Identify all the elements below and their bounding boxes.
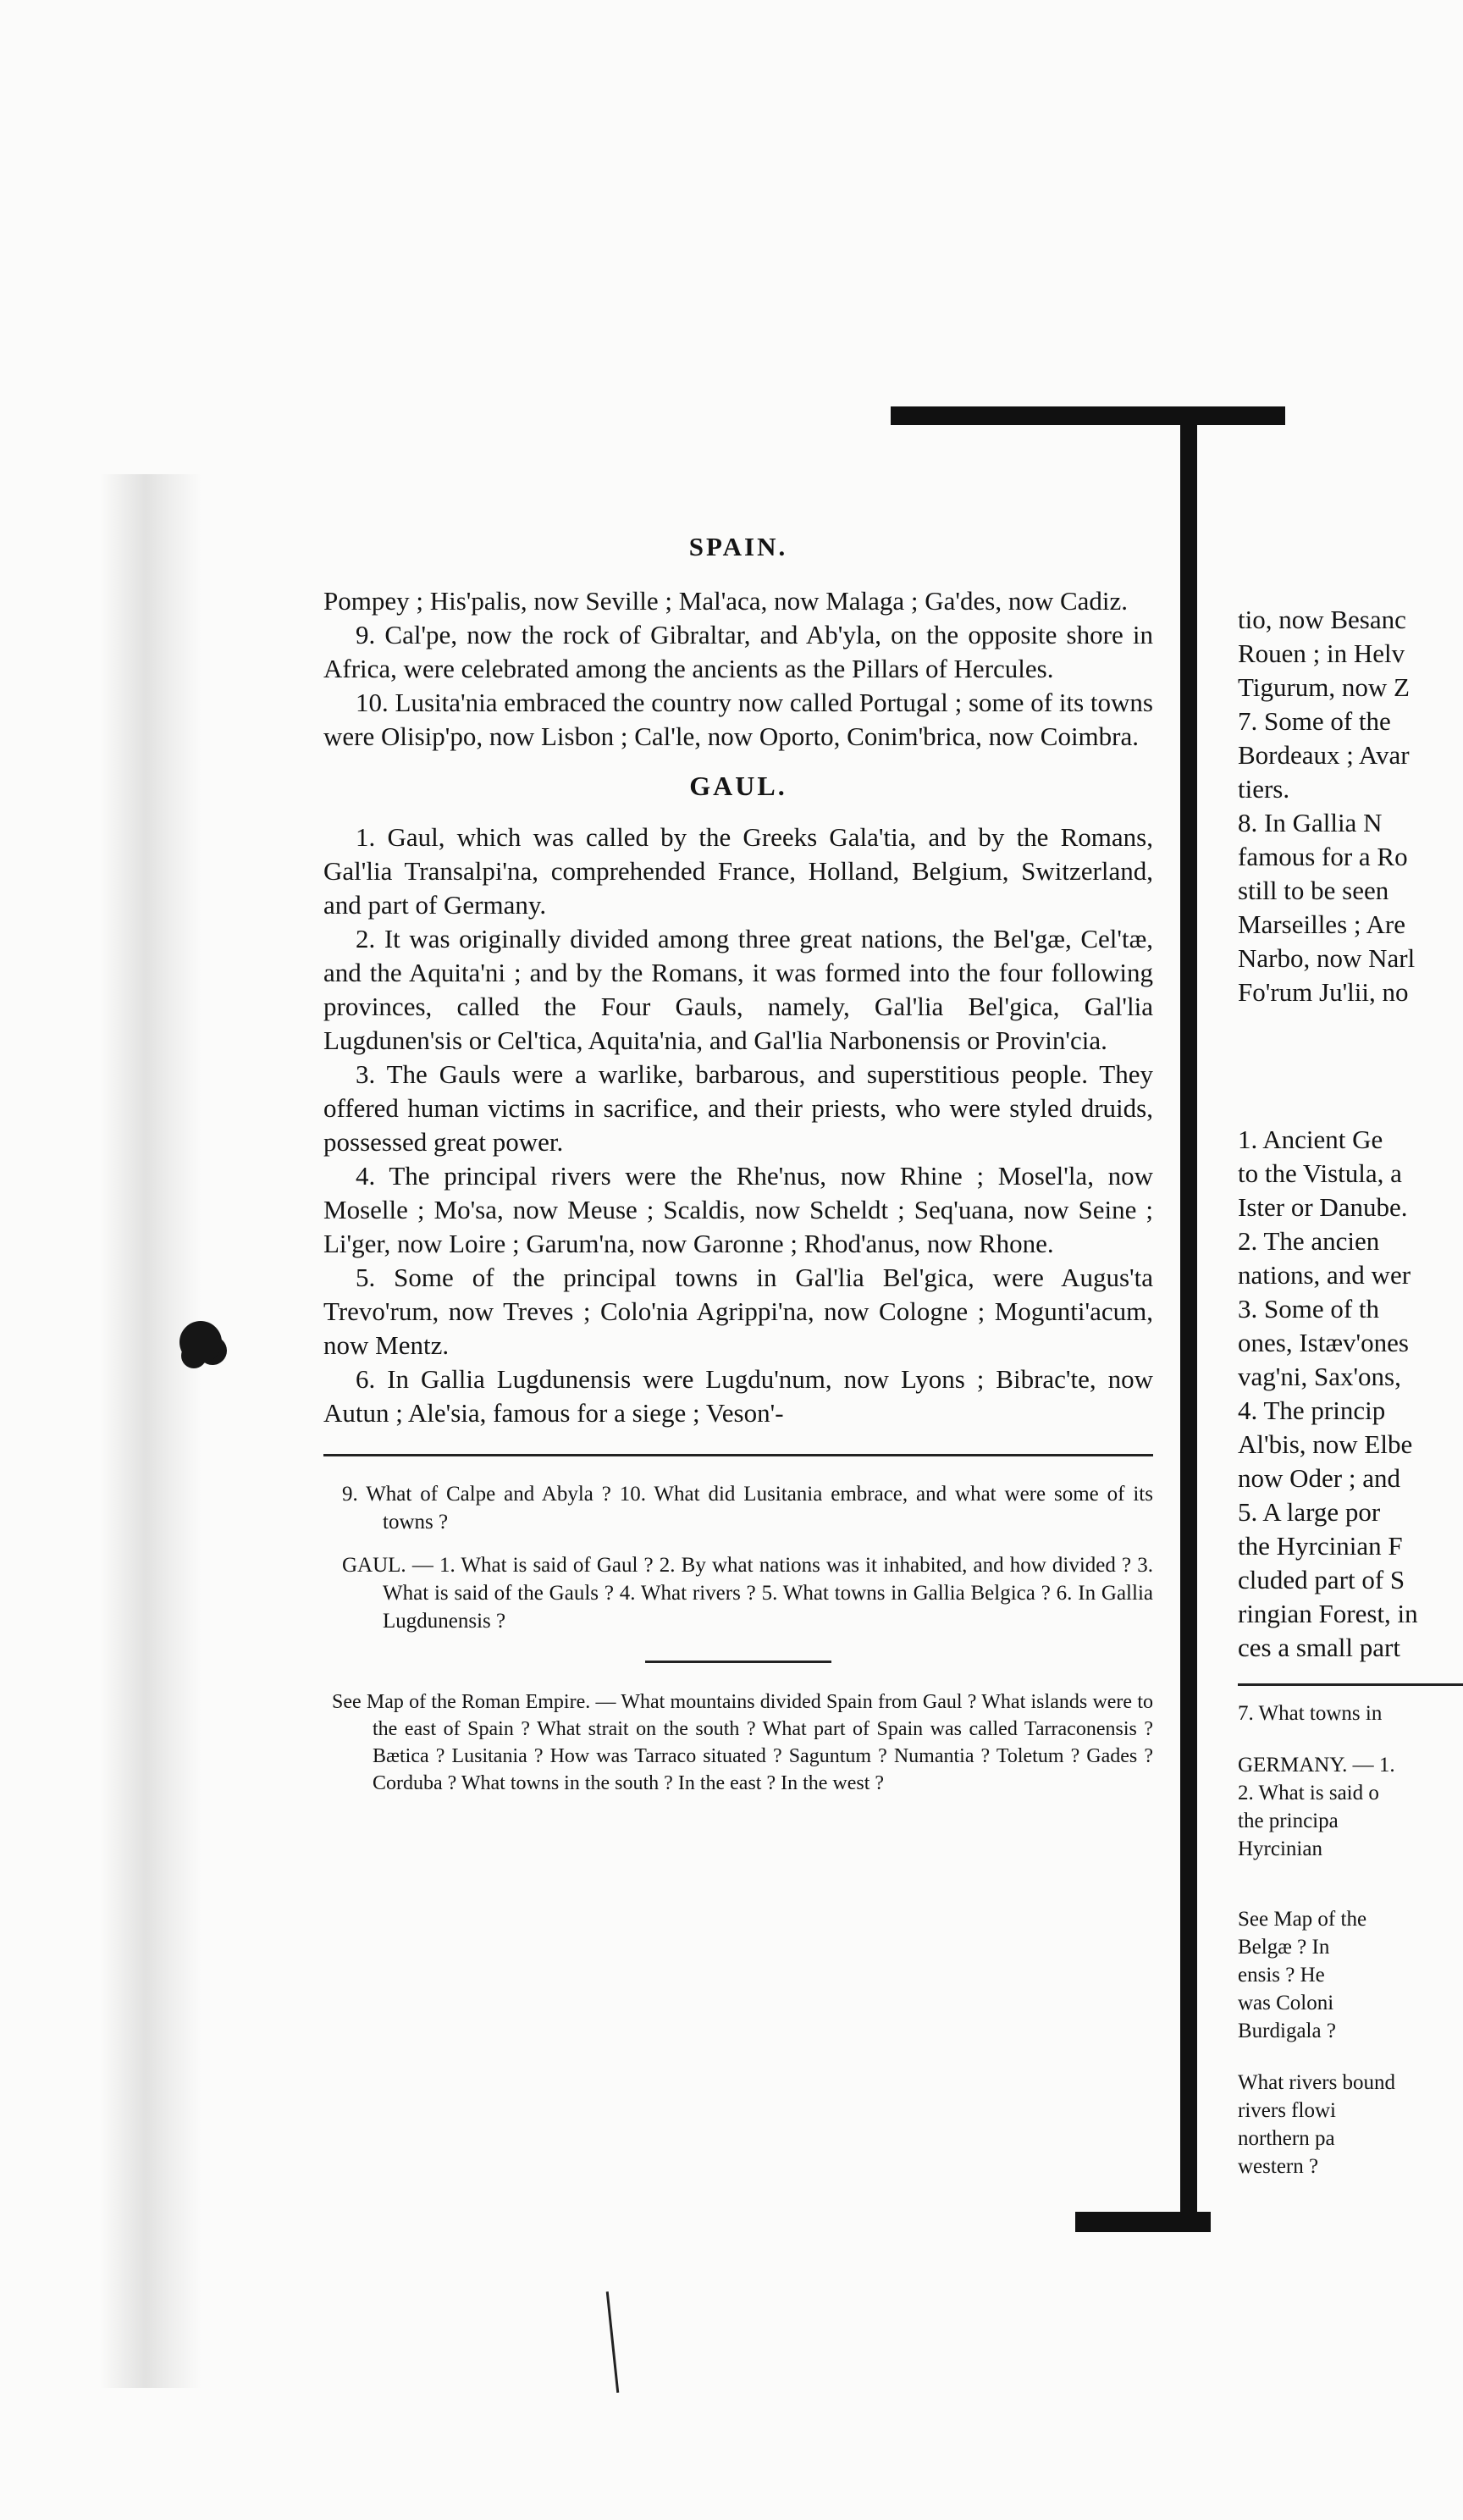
gaul-paragraph-3: 3. The Gauls were a warlike, barbarous, and superstitious people. They offered human victims in sacrifice, and their priests, who were styled druids, possessed great power. [323, 1059, 1153, 1157]
germany-heading-gap [1238, 1009, 1463, 1123]
right-line: Ister or Danube. [1238, 1192, 1408, 1222]
right-question-line: western ? [1238, 2155, 1319, 2178]
binding-bracket-top [891, 406, 1285, 425]
map-questions-divider [645, 1661, 831, 1663]
question-gaul: GAUL. — 1. What is said of Gaul ? 2. By what nations was it inhabited, and how divided ? 3. What is said of the Gauls ? 4. What rivers ? 5. What towns in Gallia Belgica ? 6. In Gallia Lugdunensis ? [342, 1554, 1153, 1633]
spacer [1238, 2045, 1463, 2069]
spain-paragraph-continued: Pompey ; His'palis, now Seville ; Mal'aca, now Malaga ; Ga'des, now Cadiz. [323, 586, 1129, 616]
right-question-line: was Coloni [1238, 1992, 1334, 2014]
right-question-line: rivers flowi [1238, 2099, 1336, 2122]
left-page [323, 532, 1153, 1812]
question-spain: 9. What of Calpe and Abyla ? 10. What did Lusitania embrace, and what were some of its towns ? [342, 1483, 1153, 1534]
right-line: the Hyrcinian F [1238, 1531, 1403, 1561]
right-line: cluded part of S [1238, 1565, 1405, 1594]
right-line: nations, and wer [1238, 1260, 1411, 1290]
right-line: tiers. [1238, 774, 1290, 804]
right-line: still to be seen [1238, 876, 1389, 905]
right-question-line: 7. What towns in [1238, 1702, 1383, 1725]
right-question-line: Belgæ ? In [1238, 1936, 1330, 1959]
gaul-paragraph-2: 2. It was originally divided among three great nations, the Bel'gæ, Cel'tæ, and the Aquita'ni ; and by the Romans, it was formed into the four following provinces, called the Four Gauls, namely, Gal'lia Bel'gica, Gal'lia Lugdunen'sis or Cel'tica, Aquita'nia, and Gal'lia Narbonensis or Provin'cia. [323, 924, 1153, 1055]
gaul-paragraph-5: 5. Some of the principal towns in Gal'lia Bel'gica, were Augus'ta Trevo'rum, now Treves ; Colo'nia Agrippi'na, now Cologne ; Mogunti'acum, now Mentz. [323, 1263, 1153, 1360]
right-question-line: What rivers bound [1238, 2071, 1396, 2094]
right-page-fragment [1238, 603, 1463, 2180]
right-line: tio, now Besanc [1238, 605, 1406, 634]
right-line: 7. Some of the [1238, 706, 1391, 736]
right-line: famous for a Ro [1238, 842, 1408, 871]
right-line: 1. Ancient Ge [1238, 1125, 1383, 1154]
right-line: 4. The princip [1238, 1395, 1386, 1425]
pen-stroke [606, 2291, 620, 2393]
right-line: Marseilles ; Are [1238, 909, 1406, 939]
right-line: Tigurum, now Z [1238, 672, 1410, 702]
running-head: SPAIN. [688, 532, 788, 561]
binding-bracket-vertical [1180, 415, 1197, 2227]
right-line: 3. Some of th [1238, 1294, 1380, 1324]
gaul-heading: GAUL. [689, 771, 787, 801]
spacer [1238, 1727, 1463, 1751]
questions-divider [323, 1454, 1153, 1456]
spain-paragraph-10: 10. Lusita'nia embraced the country now called Portugal ; some of its towns were Olisip'po, now Lisbon ; Cal'le, now Oporto, Conim'brica, now Coimbra. [323, 688, 1153, 751]
right-line: Bordeaux ; Avar [1238, 740, 1410, 770]
right-line: 2. The ancien [1238, 1226, 1380, 1256]
right-line: ringian Forest, in [1238, 1599, 1418, 1628]
binding-bracket-foot [1075, 2212, 1211, 2232]
map-question: See Map of the Roman Empire. — What mountains divided Spain from Gaul ? What islands were to the east of Spain ? What strait on the south ? What part of Spain was called Tarraconensis ? Bætica ? Lusitania ? How was Tarraco situated ? Saguntum ? Numantia ? Toletum ? Gades ? Corduba ? What towns in the south ? In the east ? In the west ? [332, 1691, 1153, 1794]
right-line: now Oder ; and [1238, 1463, 1400, 1493]
spacer [1238, 1863, 1463, 1905]
spain-paragraph-9: 9. Cal'pe, now the rock of Gibraltar, and Ab'yla, on the opposite shore in Africa, were celebrated among the ancients as the Pillars of Hercules. [323, 620, 1153, 683]
right-question-line: Burdigala ? [1238, 2020, 1336, 2042]
right-line: 8. In Gallia N [1238, 808, 1383, 837]
right-question-line: Hyrcinian [1238, 1838, 1322, 1860]
right-line: Fo'rum Ju'lii, no [1238, 977, 1409, 1007]
right-line: vag'ni, Sax'ons, [1238, 1362, 1401, 1391]
ink-blot [179, 1321, 222, 1363]
right-line: Al'bis, now Elbe [1238, 1429, 1413, 1459]
right-line: ces a small part [1238, 1633, 1400, 1662]
gaul-paragraph-6: 6. In Gallia Lugdunensis were Lugdu'num, now Lyons ; Bibrac'te, now Autun ; Ale'sia, famous for a siege ; Veson'- [323, 1364, 1153, 1428]
right-question-line: See Map of the [1238, 1908, 1367, 1931]
right-question-line: 2. What is said o [1238, 1782, 1379, 1804]
right-question-line: the principa [1238, 1810, 1339, 1832]
right-line: ones, Istæv'ones [1238, 1328, 1409, 1357]
right-line: Narbo, now Narl [1238, 943, 1416, 973]
gaul-paragraph-1: 1. Gaul, which was called by the Greeks Gala'tia, and by the Romans, Gal'lia Transalpi'na, comprehended France, Holland, Belgium, Switzerland, and part of Germany. [323, 822, 1153, 920]
right-line: 5. A large por [1238, 1497, 1381, 1527]
right-question-line: GERMANY. — 1. [1238, 1754, 1395, 1777]
right-questions-divider [1238, 1683, 1463, 1686]
right-line: to the Vistula, a [1238, 1158, 1402, 1188]
scan-shadow [100, 474, 202, 2388]
right-question-line: ensis ? He [1238, 1964, 1325, 1987]
right-question-line: northern pa [1238, 2127, 1335, 2150]
gaul-paragraph-4: 4. The principal rivers were the Rhe'nus, now Rhine ; Mosel'la, now Moselle ; Mo'sa, now Meuse ; Scaldis, now Scheldt ; Seq'uana, now Seine ; Li'ger, now Loire ; Garum'na, now Garonne ; Rhod'anus, now Rhone. [323, 1161, 1153, 1258]
right-line: Rouen ; in Helv [1238, 638, 1405, 668]
